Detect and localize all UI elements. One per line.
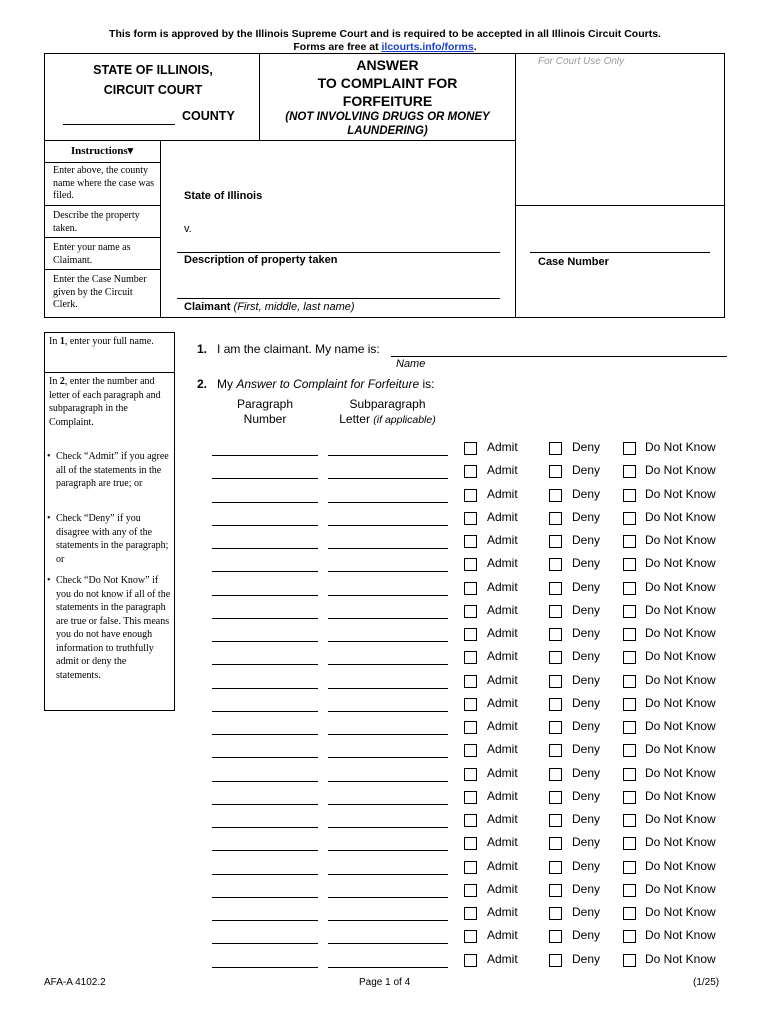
subparagraph-letter-field[interactable] (328, 688, 448, 689)
admit-checkbox[interactable] (464, 698, 477, 711)
paragraph-number-header (215, 397, 315, 427)
subparagraph-letter-field[interactable] (328, 874, 448, 875)
deny-checkbox[interactable] (549, 628, 562, 641)
do-not-know-label: Do Not Know (645, 881, 716, 896)
name-caption: Name (396, 358, 426, 370)
approval-statement: This form is approved by the Illinois Supreme Court and is required to be accepted in all Illinois Circuit Courts. (109, 28, 661, 40)
deny-checkbox[interactable] (549, 512, 562, 525)
sidebar-text: 2 (59, 376, 65, 387)
deny-checkbox[interactable] (549, 954, 562, 967)
paragraph-number-field[interactable] (212, 827, 318, 828)
paragraph-number-field[interactable] (212, 595, 318, 596)
instruction-property: Describe the property taken. (53, 210, 140, 234)
court-name (58, 60, 248, 100)
answer-row (0, 530, 770, 553)
forms-suffix: . (473, 41, 477, 53)
deny-checkbox[interactable] (549, 442, 562, 455)
do-not-know-checkbox[interactable] (623, 861, 636, 874)
deny-checkbox[interactable] (549, 675, 562, 688)
answer-row (0, 553, 770, 576)
divider (515, 205, 725, 206)
deny-checkbox[interactable] (549, 721, 562, 734)
claimant-hint: (First, middle, last name) (233, 301, 355, 313)
admit-checkbox[interactable] (464, 535, 477, 548)
answer-row (0, 646, 770, 669)
admit-checkbox[interactable] (464, 884, 477, 897)
do-not-know-label: Do Not Know (645, 579, 716, 594)
deny-label: Deny (572, 486, 601, 501)
paragraph-number-field[interactable] (212, 734, 318, 735)
do-not-know-checkbox[interactable] (623, 884, 636, 897)
do-not-know-label: Do Not Know (645, 626, 716, 640)
question-text: My (217, 377, 237, 391)
admit-label: Admit (487, 440, 518, 454)
do-not-know-checkbox[interactable] (623, 512, 636, 525)
deny-label: Deny (572, 649, 601, 664)
property-label: Description of property taken (184, 254, 338, 266)
deny-label: Deny (572, 765, 601, 780)
case-number-label: Case Number (538, 256, 609, 268)
admit-checkbox[interactable] (464, 628, 477, 641)
paragraph-number-field[interactable] (212, 850, 318, 851)
header-text: Paragraph (236, 397, 294, 411)
deny-label: Deny (572, 626, 601, 640)
form-code: AFA-A 4102.2 (44, 977, 106, 988)
divider (44, 237, 160, 238)
admit-checkbox[interactable] (464, 744, 477, 757)
paragraph-number-field[interactable] (212, 874, 318, 875)
deny-checkbox[interactable] (549, 930, 562, 943)
do-not-know-label: Do Not Know (645, 440, 716, 454)
admit-label: Admit (487, 509, 518, 524)
instruction-claimant: Enter your name as Claimant. (53, 242, 131, 266)
do-not-know-checkbox[interactable] (623, 675, 636, 688)
deny-checkbox[interactable] (549, 791, 562, 804)
court-use-label: For Court Use Only (538, 56, 625, 67)
answer-row (0, 832, 770, 855)
deny-label: Deny (572, 695, 601, 710)
do-not-know-label: Do Not Know (645, 533, 716, 547)
admit-checkbox[interactable] (464, 791, 477, 804)
property-input-line[interactable] (177, 252, 500, 253)
subparagraph-letter-field[interactable] (328, 804, 448, 805)
admit-label: Admit (487, 556, 518, 571)
subparagraph-letter-field[interactable] (328, 664, 448, 665)
deny-label: Deny (572, 602, 601, 617)
header-text (325, 412, 450, 428)
admit-label: Admit (487, 928, 518, 943)
answer-row (0, 856, 770, 879)
answer-row (0, 949, 770, 972)
paragraph-number-field[interactable] (212, 943, 318, 944)
do-not-know-label: Do Not Know (645, 509, 716, 524)
chevron-down-icon: ▾ (127, 145, 134, 157)
admit-checkbox[interactable] (464, 605, 477, 618)
deny-label: Deny (572, 858, 601, 873)
paragraph-number-field[interactable] (212, 618, 318, 619)
admit-label: Admit (487, 951, 518, 966)
subparagraph-letter-field[interactable] (328, 478, 448, 479)
paragraph-number-field[interactable] (212, 757, 318, 758)
admit-checkbox[interactable] (464, 442, 477, 455)
paragraph-number-field[interactable] (212, 897, 318, 898)
title-line: ANSWER (356, 57, 419, 73)
admit-label: Admit (487, 835, 518, 850)
admit-checkbox[interactable] (464, 582, 477, 595)
deny-label: Deny (572, 881, 601, 896)
do-not-know-checkbox[interactable] (623, 721, 636, 734)
admit-label: Admit (487, 579, 518, 594)
subparagraph-letter-field[interactable] (328, 595, 448, 596)
admit-label: Admit (487, 881, 518, 896)
subparagraph-letter-field[interactable] (328, 827, 448, 828)
answer-row (0, 437, 770, 460)
deny-checkbox[interactable] (549, 651, 562, 664)
do-not-know-checkbox[interactable] (623, 628, 636, 641)
deny-checkbox[interactable] (549, 768, 562, 781)
question-number: 2. (197, 377, 208, 391)
paragraph-number-field[interactable] (212, 664, 318, 665)
sidebar-text: 1 (59, 336, 65, 347)
deny-label: Deny (572, 672, 601, 687)
deny-label: Deny (572, 905, 601, 919)
deny-label: Deny (572, 579, 601, 594)
do-not-know-checkbox[interactable] (623, 465, 636, 478)
deny-checkbox[interactable] (549, 814, 562, 827)
do-not-know-checkbox[interactable] (623, 489, 636, 502)
paragraph-number-field[interactable] (212, 688, 318, 689)
deny-label: Deny (572, 788, 601, 803)
subparagraph-letter-field[interactable] (328, 502, 448, 503)
do-not-know-checkbox[interactable] (623, 791, 636, 804)
question-text: Answer to Complaint for Forfeiture (236, 377, 420, 391)
deny-label: Deny (572, 951, 601, 966)
subparagraph-letter-field[interactable] (328, 850, 448, 851)
deny-label: Deny (572, 509, 601, 524)
admit-label: Admit (487, 695, 518, 710)
header-text: Number (243, 412, 287, 426)
deny-label: Deny (572, 556, 601, 571)
do-not-know-checkbox[interactable] (623, 698, 636, 711)
do-not-know-checkbox[interactable] (623, 930, 636, 943)
admit-checkbox[interactable] (464, 651, 477, 664)
deny-label: Deny (572, 928, 601, 943)
divider (44, 269, 160, 270)
do-not-know-checkbox[interactable] (623, 768, 636, 781)
subparagraph-letter-header (325, 397, 450, 428)
do-not-know-label: Do Not Know (645, 928, 716, 943)
sidebar-bullet-deny: • Check “Deny” if you disagree with any of the statements in the paragraph; or (47, 512, 171, 566)
subparagraph-letter-field[interactable] (328, 711, 448, 712)
admit-checkbox[interactable] (464, 721, 477, 734)
county-input-line[interactable] (63, 124, 175, 125)
subparagraph-letter-field[interactable] (328, 781, 448, 782)
admit-checkbox[interactable] (464, 465, 477, 478)
subparagraph-letter-field[interactable] (328, 455, 448, 456)
admit-label: Admit (487, 788, 518, 803)
do-not-know-label: Do Not Know (645, 649, 716, 664)
header-text: Subparagraph (349, 397, 426, 411)
paragraph-number-field[interactable] (212, 804, 318, 805)
admit-label: Admit (487, 533, 518, 547)
revision-date: (1/25) (693, 977, 720, 988)
divider (44, 205, 160, 206)
title-line: TO COMPLAINT FOR (317, 75, 458, 91)
deny-label: Deny (572, 440, 601, 454)
deny-checkbox[interactable] (549, 698, 562, 711)
admit-checkbox[interactable] (464, 768, 477, 781)
deny-checkbox[interactable] (549, 605, 562, 618)
deny-checkbox[interactable] (549, 489, 562, 502)
answer-row (0, 693, 770, 716)
circuit-court-line: CIRCUIT COURT (103, 83, 203, 97)
deny-checkbox[interactable] (549, 558, 562, 571)
answer-row (0, 786, 770, 809)
do-not-know-label: Do Not Know (645, 765, 716, 780)
county-label: COUNTY (182, 109, 235, 123)
paragraph-number-field[interactable] (212, 502, 318, 503)
do-not-know-label: Do Not Know (645, 695, 716, 710)
claimant-name-field[interactable] (391, 356, 727, 357)
subparagraph-letter-field[interactable] (328, 734, 448, 735)
state-line: STATE OF ILLINOIS, (93, 63, 213, 77)
admit-label: Admit (487, 742, 518, 757)
subparagraph-letter-field[interactable] (328, 967, 448, 968)
answer-row (0, 484, 770, 507)
answer-row (0, 623, 770, 646)
subparagraph-letter-field[interactable] (328, 943, 448, 944)
do-not-know-checkbox[interactable] (623, 954, 636, 967)
admit-label: Admit (487, 905, 518, 919)
do-not-know-label: Do Not Know (645, 672, 716, 687)
instruction-case-number: Enter the Case Number given by the Circuit Clerk. (53, 274, 147, 310)
admit-checkbox[interactable] (464, 489, 477, 502)
admit-label: Admit (487, 812, 518, 826)
do-not-know-label: Do Not Know (645, 486, 716, 501)
paragraph-number-field[interactable] (212, 478, 318, 479)
do-not-know-label: Do Not Know (645, 719, 716, 733)
subparagraph-letter-field[interactable] (328, 897, 448, 898)
do-not-know-checkbox[interactable] (623, 442, 636, 455)
claimant-input-line[interactable] (177, 298, 500, 299)
deny-checkbox[interactable] (549, 465, 562, 478)
paragraph-number-field[interactable] (212, 641, 318, 642)
do-not-know-checkbox[interactable] (623, 605, 636, 618)
answer-row (0, 507, 770, 530)
do-not-know-label: Do Not Know (645, 463, 716, 478)
subparagraph-letter-field[interactable] (328, 548, 448, 549)
do-not-know-label: Do Not Know (645, 812, 716, 826)
subparagraph-letter-field[interactable] (328, 571, 448, 572)
subparagraph-letter-field[interactable] (328, 641, 448, 642)
claimant-label (184, 301, 355, 313)
do-not-know-label: Do Not Know (645, 742, 716, 757)
deny-label: Deny (572, 533, 601, 547)
admit-label: Admit (487, 626, 518, 640)
sidebar-text: In (49, 376, 60, 387)
do-not-know-checkbox[interactable] (623, 814, 636, 827)
answer-row (0, 577, 770, 600)
paragraph-number-field[interactable] (212, 920, 318, 921)
admit-label: Admit (487, 765, 518, 780)
sidebar-item-1 (49, 335, 171, 349)
deny-label: Deny (572, 463, 601, 478)
admit-label: Admit (487, 672, 518, 687)
admit-label: Admit (487, 463, 518, 478)
answer-row (0, 925, 770, 948)
admit-checkbox[interactable] (464, 558, 477, 571)
forms-link[interactable]: ilcourts.info/forms (381, 41, 474, 53)
question-text: I am the claimant. My name is: (217, 342, 380, 356)
deny-checkbox[interactable] (549, 744, 562, 757)
question-1 (197, 342, 380, 356)
do-not-know-label: Do Not Know (645, 556, 716, 571)
answer-row (0, 879, 770, 902)
divider (44, 372, 175, 373)
answer-row (0, 460, 770, 483)
admit-checkbox[interactable] (464, 837, 477, 850)
admit-checkbox[interactable] (464, 675, 477, 688)
sidebar-bullet-admit: • Check “Admit” if you agree all of the statements in the paragraph are true; or (47, 450, 171, 491)
paragraph-number-field[interactable] (212, 455, 318, 456)
answer-row (0, 809, 770, 832)
sidebar-item-2 (49, 375, 171, 429)
instructions-heading[interactable] (44, 140, 160, 162)
question-number: 1. (197, 342, 208, 356)
deny-label: Deny (572, 835, 601, 850)
divider (160, 140, 161, 318)
do-not-know-label: Do Not Know (645, 835, 716, 850)
admit-label: Admit (487, 858, 518, 873)
admit-checkbox[interactable] (464, 512, 477, 525)
answer-row (0, 902, 770, 925)
do-not-know-label: Do Not Know (645, 858, 716, 873)
divider (515, 53, 516, 318)
paragraph-number-field[interactable] (212, 548, 318, 549)
deny-label: Deny (572, 812, 601, 826)
do-not-know-label: Do Not Know (645, 788, 716, 803)
header-text: Letter (339, 412, 370, 426)
answer-row (0, 763, 770, 786)
deny-checkbox[interactable] (549, 535, 562, 548)
deny-checkbox[interactable] (549, 861, 562, 874)
case-number-input-line[interactable] (530, 252, 710, 253)
subparagraph-letter-field[interactable] (328, 757, 448, 758)
paragraph-number-field[interactable] (212, 781, 318, 782)
admit-label: Admit (487, 486, 518, 501)
page-number: Page 1 of 4 (359, 977, 411, 988)
deny-checkbox[interactable] (549, 884, 562, 897)
subparagraph-letter-field[interactable] (328, 618, 448, 619)
forms-prefix: Forms are free at (293, 41, 382, 53)
versus-label: v. (184, 223, 192, 235)
admit-checkbox[interactable] (464, 814, 477, 827)
instructions-label: Instructions (70, 145, 128, 157)
do-not-know-checkbox[interactable] (623, 744, 636, 757)
divider (44, 162, 160, 163)
sidebar-text: In (49, 336, 60, 347)
do-not-know-checkbox[interactable] (623, 907, 636, 920)
paragraph-number-field[interactable] (212, 525, 318, 526)
admit-label: Admit (487, 719, 518, 733)
subparagraph-letter-field[interactable] (328, 920, 448, 921)
instruction-county: Enter above, the county name where the case was filed. (53, 165, 155, 201)
form-approval-notice (0, 28, 770, 54)
plaintiff-name: State of Illinois (184, 190, 263, 202)
do-not-know-label: Do Not Know (645, 905, 716, 919)
subparagraph-letter-field[interactable] (328, 525, 448, 526)
do-not-know-checkbox[interactable] (623, 837, 636, 850)
claimant-label-text: Claimant (184, 301, 231, 313)
form-subtitle: (NOT INVOLVING DRUGS OR MONEY LAUNDERING) (285, 111, 490, 137)
paragraph-number-field[interactable] (212, 571, 318, 572)
do-not-know-checkbox[interactable] (623, 535, 636, 548)
paragraph-number-field[interactable] (212, 711, 318, 712)
paragraph-number-field[interactable] (212, 967, 318, 968)
deny-checkbox[interactable] (549, 837, 562, 850)
sidebar-text: , enter your full name. (64, 336, 154, 347)
sidebar-bullet-do-not-know: • Check “Do Not Know” if you do not know if all of the statements in the paragraph are true or false. This means you do not have enough information to truthfully admit or deny the statements. (47, 574, 171, 682)
answer-row (0, 670, 770, 693)
admit-checkbox[interactable] (464, 861, 477, 874)
form-title (260, 56, 515, 110)
deny-label: Deny (572, 719, 601, 733)
sidebar-text: , enter the number and letter of each paragraph and subparagraph in the Complaint. (49, 376, 161, 428)
admit-label: Admit (487, 649, 518, 664)
do-not-know-checkbox[interactable] (623, 558, 636, 571)
title-line: FORFEITURE (342, 93, 433, 109)
question-2 (197, 377, 434, 391)
header-hint: (if applicable) (373, 414, 436, 426)
answer-row (0, 716, 770, 739)
do-not-know-checkbox[interactable] (623, 651, 636, 664)
do-not-know-checkbox[interactable] (623, 582, 636, 595)
question-text: is: (419, 377, 435, 391)
admit-label: Admit (487, 602, 518, 617)
admit-checkbox[interactable] (464, 907, 477, 920)
deny-checkbox[interactable] (549, 582, 562, 595)
deny-checkbox[interactable] (549, 907, 562, 920)
do-not-know-label: Do Not Know (645, 951, 716, 966)
answer-row (0, 739, 770, 762)
do-not-know-label: Do Not Know (645, 602, 716, 617)
answer-row (0, 600, 770, 623)
admit-checkbox[interactable] (464, 930, 477, 943)
admit-checkbox[interactable] (464, 954, 477, 967)
deny-label: Deny (572, 742, 601, 757)
